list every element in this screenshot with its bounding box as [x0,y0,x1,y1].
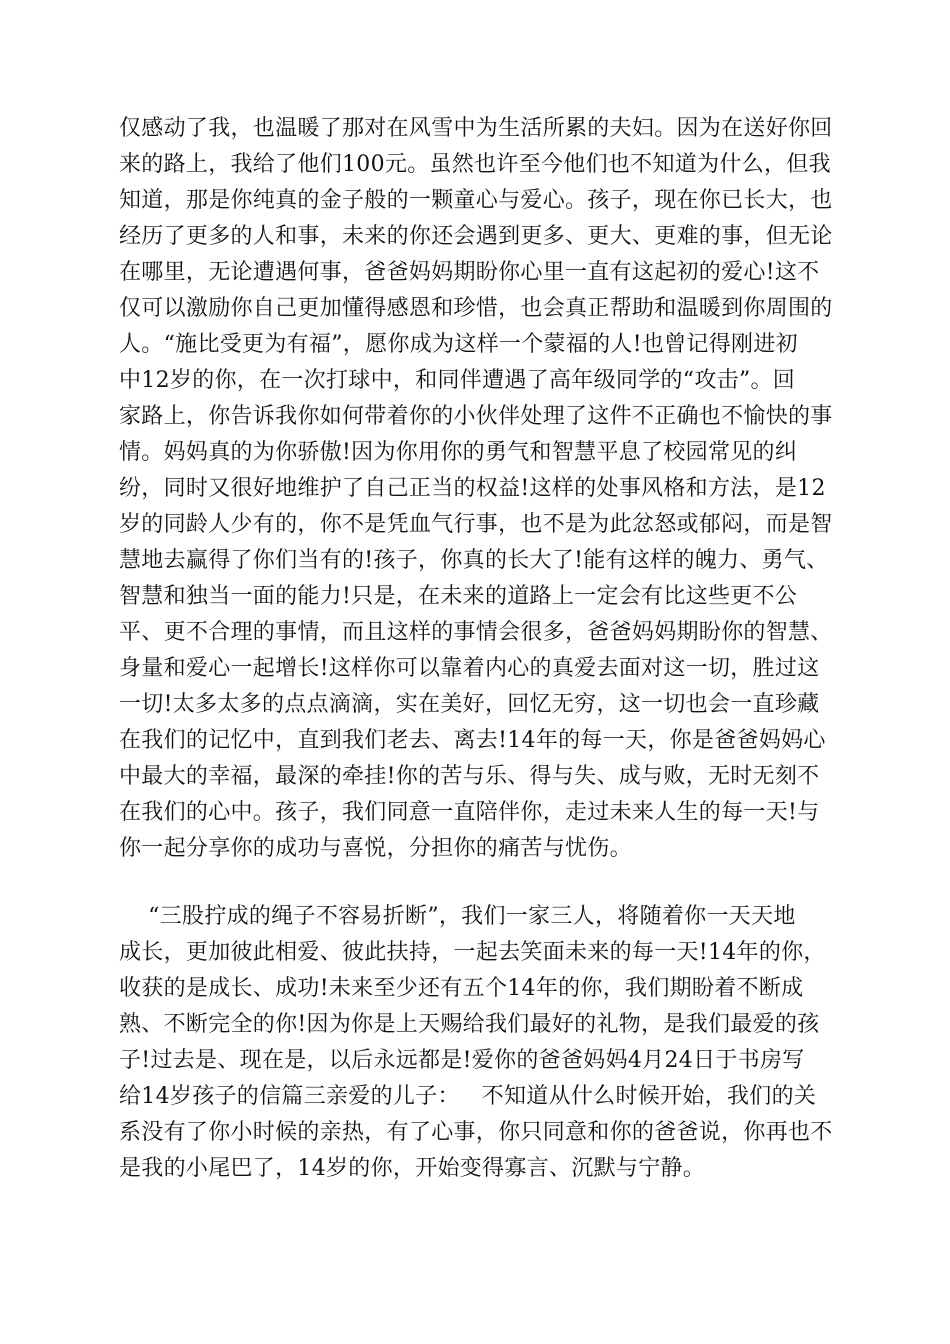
text-line: “三股拧成的绳子不容易折断”，我们一家三人，将随着你一天天地 [119,904,796,929]
text-line: 身量和爱心一起增长!这样你可以靠着内心的真爱去面对这一切，胜过这 [119,656,820,681]
text-line: 知道，那是你纯真的金子般的一颗童心与爱心。孩子，现在你已长大，也 [119,188,833,213]
text-line: 你一起分享你的成功与喜悦，分担你的痛苦与忧伤。 [119,836,632,861]
text-line: 一切!太多太多的点点滴滴，实在美好，回忆无穷，这一切也会一直珍藏 [119,692,820,717]
text-line: 仅可以激励你自己更加懂得感恩和珍惜，也会真正帮助和温暖到你周围的 [119,296,833,321]
text-line: 在我们的心中。孩子，我们同意一直陪伴你，走过未来人生的每一天!与 [119,800,820,825]
text-line: 给14岁孩子的信篇三亲爱的儿子： 不知道从什么时候开始，我们的关 [119,1084,817,1109]
text-line: 智慧和独当一面的能力!只是，在未来的道路上一定会有比这些更不公 [119,584,798,609]
text-line: 中12岁的你，在一次打球中，和同伴遭遇了高年级同学的“攻击”。回 [119,368,796,393]
text-line: 经历了更多的人和事，未来的你还会遇到更多、更大、更难的事，但无论 [119,224,833,249]
text-line: 家路上，你告诉我你如何带着你的小伙伴处理了这件不正确也不愉快的事 [119,404,833,429]
text-line: 中最大的幸福，最深的牵挂!你的苦与乐、得与失、成与败，无时无刻不 [119,764,820,789]
text-line: 子!过去是、现在是，以后永远都是!爱你的爸爸妈妈4月24日于书房写 [119,1048,805,1073]
text-line: 纷，同时又很好地维护了自己正当的权益!这样的处事风格和方法，是12 [119,476,826,501]
text-line: 系没有了你小时候的亲热，有了心事，你只同意和你的爸爸说，你再也不 [119,1120,833,1145]
text-line: 成长，更加彼此相爱、彼此扶持，一起去笑面未来的每一天!14年的你， [119,940,826,965]
text-line: 仅感动了我，也温暖了那对在风雪中为生活所累的夫妇。因为在送好你回 [119,116,833,141]
text-line: 是我的小尾巴了，14岁的你，开始变得寡言、沉默与宁静。 [119,1156,706,1181]
text-line: 岁的同龄人少有的，你不是凭血气行事，也不是为此忿怒或郁闷，而是智 [119,512,833,537]
text-line: 平、更不合理的事情，而且这样的事情会很多，爸爸妈妈期盼你的智慧、 [119,620,833,645]
text-line: 人。“施比受更为有福”，愿你成为这样一个蒙福的人!也曾记得刚进初 [119,332,798,357]
text-line: 收获的是成长、成功!未来至少还有五个14年的你，我们期盼着不断成 [119,976,804,1001]
text-line: 在哪里，无论遭遇何事，爸爸妈妈期盼你心里一直有这起初的爱心!这不 [119,260,820,285]
text-line: 在我们的记忆中，直到我们老去、离去!14年的每一天，你是爸爸妈妈心 [119,728,826,753]
text-line: 情。妈妈真的为你骄傲!因为你用你的勇气和智慧平息了校园常见的纠 [119,440,798,465]
text-line: 熟、不断完全的你!因为你是上天赐给我们最好的礼物，是我们最爱的孩 [119,1012,820,1037]
text-line: 来的路上，我给了他们100元。虽然也许至今他们也不知道为什么，但我 [119,152,831,177]
text-line: 慧地去赢得了你们当有的!孩子，你真的长大了!能有这样的魄力、勇气、 [119,548,829,573]
